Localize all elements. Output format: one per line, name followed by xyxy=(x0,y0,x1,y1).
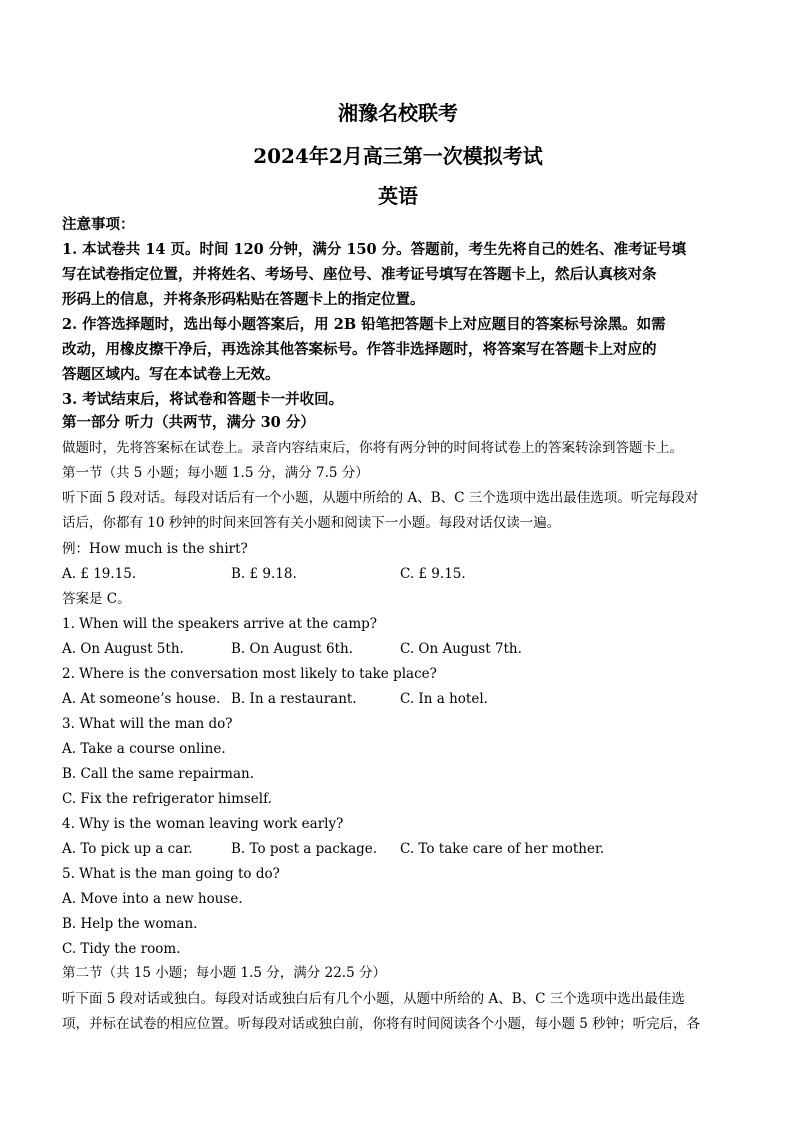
option-b: B. To post a package. xyxy=(231,841,378,857)
notice-line: 形码上的信息，并将条形码粘贴在答题卡上的指定位置。 xyxy=(62,291,425,308)
option-a: A. Take a course online. xyxy=(62,741,226,757)
notice-line: 2. 作答选择题时，选出每小题答案后，用 2B 铅笔把答题卡上对应题目的答案标号涂黑。如需 xyxy=(62,316,666,333)
option-c: C. On August 7th. xyxy=(400,641,522,657)
option-b: B. Call the same repairman. xyxy=(62,766,255,782)
option-c: C. £ 9.15. xyxy=(400,566,466,582)
exam-union-title: 湘豫名校联考 xyxy=(338,101,458,125)
notice-line: 3. 考试结束后，将试卷和答题卡一并收回。 xyxy=(62,391,344,408)
question-2: 2. Where is the conversation most likely to take place? xyxy=(62,666,437,682)
part1-instruction: 做题时，先将答案标在试卷上。录音内容结束后，你将有两分钟的时间将试卷上的答案转涂到答题卡上。 xyxy=(62,440,683,456)
option-c: C. To take care of her mother. xyxy=(400,841,605,857)
notice-heading: 注意事项： xyxy=(62,216,135,233)
option-a: A. £ 19.15. xyxy=(62,566,137,582)
part1-heading: 第一部分 听力（共两节，满分 30 分） xyxy=(62,414,315,431)
option-b: B. £ 9.18. xyxy=(231,566,297,582)
notice-line: 1. 本试卷共 14 页。时间 120 分钟，满分 150 分。答题前，考生先将自己的姓名、准考证号填 xyxy=(62,241,687,258)
question-5: 5. What is the man going to do? xyxy=(62,866,280,882)
example-answer: 答案是 C。 xyxy=(62,591,131,607)
section1-desc: 听下面 5 段对话。每段对话后有一个小题，从题中所给的 A、B、C 三个选项中选出最佳选项。听完每段对 xyxy=(62,490,699,506)
section2-desc: 项，并标在试卷的相应位置。听每段对话或独白前，你将有时间阅读各个小题，每小题 5 秒钟；听完后，各 xyxy=(62,1016,701,1032)
option-a: A. Move into a new house. xyxy=(62,891,243,907)
question-4: 4. Why is the woman leaving work early? xyxy=(62,816,344,832)
option-b: B. In a restaurant. xyxy=(231,691,357,707)
section1-heading: 第一节（共 5 小题；每小题 1.5 分，满分 7.5 分） xyxy=(62,465,369,481)
section2-desc: 听下面 5 段对话或独白。每段对话或独白后有几个小题，从题中所给的 A、B、C 三个选项中选出最佳选 xyxy=(62,991,685,1007)
section2-heading: 第二节（共 15 小题；每小题 1.5 分，满分 22.5 分） xyxy=(62,965,386,981)
option-c: C. Fix the refrigerator himself. xyxy=(62,791,272,807)
question-1: 1. When will the speakers arrive at the camp? xyxy=(62,616,378,632)
example-question: 例：How much is the shirt? xyxy=(62,541,248,557)
exam-date-title: 2024年2月高三第一次模拟考试 xyxy=(253,144,543,168)
option-a: A. At someone’s house. xyxy=(62,691,221,707)
option-b: B. Help the woman. xyxy=(62,916,198,932)
option-c: C. In a hotel. xyxy=(400,691,488,707)
question-3: 3. What will the man do? xyxy=(62,716,233,732)
notice-line: 写在试卷指定位置，并将姓名、考场号、座位号、准考证号填写在答题卡上，然后认真核对条 xyxy=(62,266,657,283)
option-a: A. To pick up a car. xyxy=(62,841,193,857)
option-a: A. On August 5th. xyxy=(62,641,184,657)
option-c: C. Tidy the room. xyxy=(62,941,181,957)
notice-line: 改动，用橡皮擦干净后，再选涂其他答案标号。作答非选择题时，将答案写在答题卡上对应的 xyxy=(62,341,657,358)
notice-line: 答题区域内。写在本试卷上无效。 xyxy=(62,366,280,383)
section1-desc: 话后，你都有 10 秒钟的时间来回答有关小题和阅读下一小题。每段对话仅读一遍。 xyxy=(62,515,561,531)
option-b: B. On August 6th. xyxy=(231,641,353,657)
subject-title: 英语 xyxy=(378,184,418,208)
